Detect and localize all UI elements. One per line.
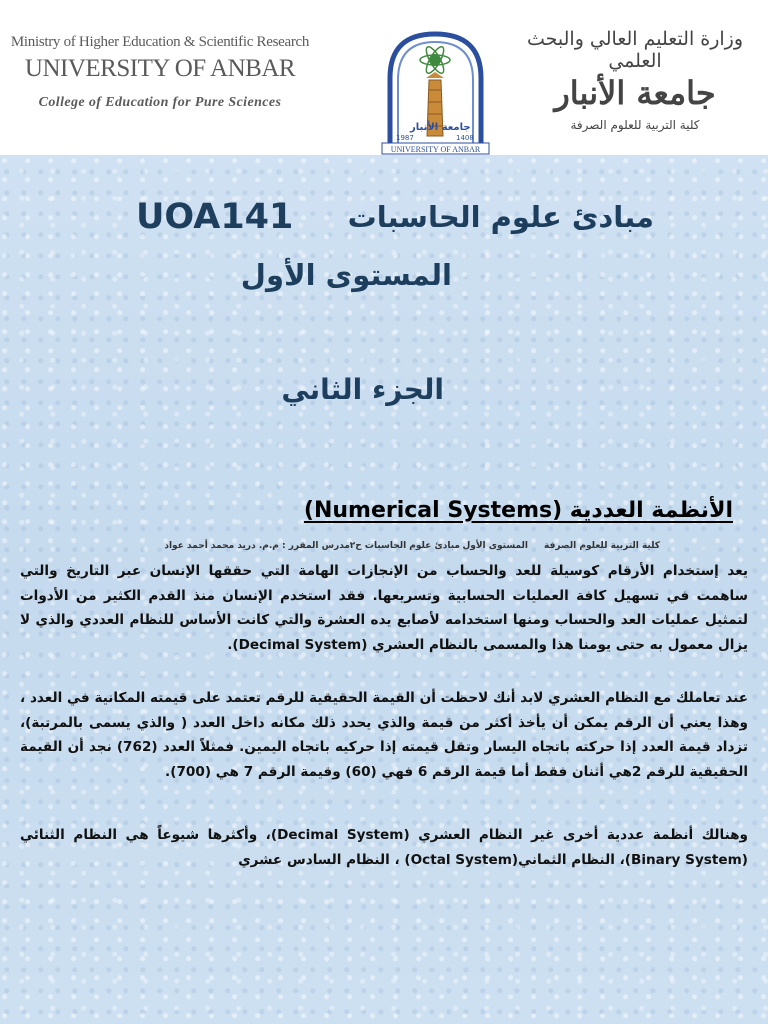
logo-year-right: 1408: [456, 134, 474, 142]
logo-text-ar: جامعة الأنبار: [410, 122, 471, 133]
college-ar: كلية التربية للعلوم الصرفة: [570, 118, 700, 132]
logo-text-en: UNIVERSITY OF ANBAR: [390, 145, 481, 154]
course-code: UOA141: [136, 197, 294, 237]
paragraph-1: يعد إستخدام الأرقام كوسيلة للعد والحساب من الإنجازات الهامة التي حققها الإنسان عبر التاريخ والتي ساهمت في تسهيل كافة العمليات الحسابية وتسريعها. فقد استخدم الإنسان منذ القدم الكثير من الأدوات لتمثيل عمليات العد والحساب ومنها استخدامه لأصابع يده العشرة والتي كانت الأساس للنظام العددي والذي لا يزال معمول به حتى يومنا هذا والمسمى بالنظام العشري (Decimal System).: [20, 563, 748, 653]
part-title: الجزء الثاني: [281, 373, 444, 406]
university-of-anbar-logo: [378, 28, 493, 156]
info-subject: مبادئ علوم الحاسبات ح٢: [349, 541, 460, 551]
course-title-row: [0, 197, 768, 250]
arabic-letterhead: [510, 28, 760, 132]
course-title-ar: مبادئ علوم الحاسبات: [347, 200, 654, 234]
ministry-ar: وزارة التعليم العالي والبحث العلمي: [526, 28, 744, 72]
logo-year-left: 1987: [396, 134, 414, 142]
course-info-line: [100, 541, 660, 557]
university-ar: جامعة الأنبار: [554, 74, 716, 112]
university-en: UNIVERSITY OF ANBAR: [24, 55, 296, 82]
letterhead: [0, 0, 768, 155]
paragraph-2: عند تعاملك مع النظام العشري لابد أنك لاحظت أن القيمة الحقيقية للرقم تعتمد على قيمته المكانية في العدد ، وهذا يعني أن الرقم يمكن أن يأخذ أكثر من قيمة والذي يحدد ذلك مكانه داخل العدد ( والذي يسمى بالمرتبة)، تزداد قيمة العدد إذا حركته باتجاه اليسار وتقل قيمته إذا حركيه باتجاه اليمين. فمثلاً العدد (762) نجد أن القيمة الحقيقية للرقم 2هي أثنان فقط أما قيمة الرقم 6 فهي (60) وقيمة الرقم 7 هي (700).: [20, 690, 748, 780]
info-level: المستوى الأول: [462, 541, 528, 551]
info-teacher: مدرس المقرر : م.م. دريد محمد أحمد عواد: [164, 541, 350, 551]
section-heading: الأنظمة العددية (Numerical Systems): [303, 498, 733, 523]
paragraph-3: وهنالك أنظمة عددية أخرى غير النظام العشري (Decimal System)، وأكثرها شيوعاً هي النظام الثنائي (Binary System)، النظام الثماني(Octal System) ، النظام السادس عشري: [20, 827, 748, 868]
college-en: College of Education for Pure Sciences: [38, 95, 282, 110]
info-college: كلية التربية للعلوم الصرفة: [543, 541, 660, 551]
level-title: المستوى الأول: [240, 258, 452, 292]
english-letterhead: [0, 34, 320, 111]
ministry-en: Ministry of Higher Education & Scientific Research: [10, 34, 310, 50]
